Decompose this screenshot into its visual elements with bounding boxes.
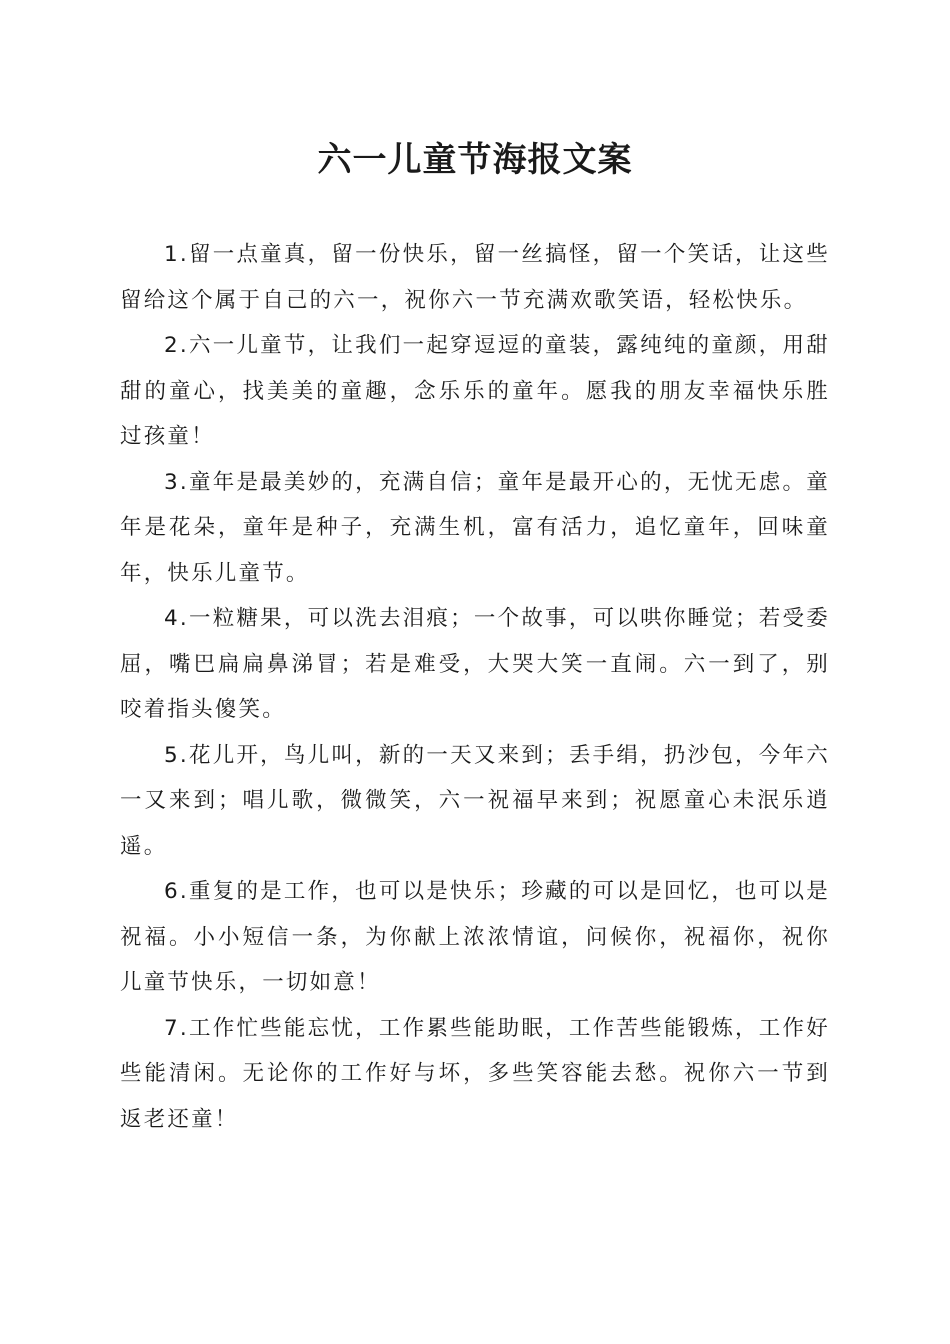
document-title: 六一儿童节海报文案: [317, 140, 633, 180]
paragraph-4: 4.一粒糖果，可以洗去泪痕；一个故事，可以哄你睡觉；若受委屈，嘴巴扁扁鼻涕冒；若是难受，大哭大笑一直闹。六一到了，别咬着指头傻笑。: [120, 606, 830, 722]
paragraph-3: 3.童年是最美妙的，充满自信；童年是最开心的，无忧无虑。童年是花朵，童年是种子，充满生机，富有活力，追忆童年，回味童年，快乐儿童节。: [120, 469, 830, 586]
paragraph-5: 5.花儿开，鸟儿叫，新的一天又来到；丢手绢，扔沙包，今年六一又来到；唱儿歌，微微笑，六一祝福早来到；祝愿童心未泯乐逍遥。: [120, 742, 830, 859]
paragraph-6: 6.重复的是工作，也可以是快乐；珍藏的可以是回忆，也可以是祝福。小小短信一条，为你献上浓浓情谊，问候你，祝福你，祝你儿童节快乐，一切如意！: [120, 879, 830, 995]
paragraph-2: 2.六一儿童节，让我们一起穿逗逗的童装，露纯纯的童颜，用甜甜的童心，找美美的童趣，念乐乐的童年。愿我的朋友幸福快乐胜过孩童！: [120, 333, 830, 449]
paragraph-1: 1.留一点童真，留一份快乐，留一丝搞怪，留一个笑话，让这些留给这个属于自己的六一，祝你六一节充满欢歌笑语，轻松快乐。: [120, 242, 830, 313]
document-body: [120, 232, 830, 1142]
paragraph-7: 7.工作忙些能忘忧，工作累些能助眠，工作苦些能锻炼，工作好些能清闲。无论你的工作好与坏，多些笑容能去愁。祝你六一节到返老还童！: [120, 1015, 830, 1132]
